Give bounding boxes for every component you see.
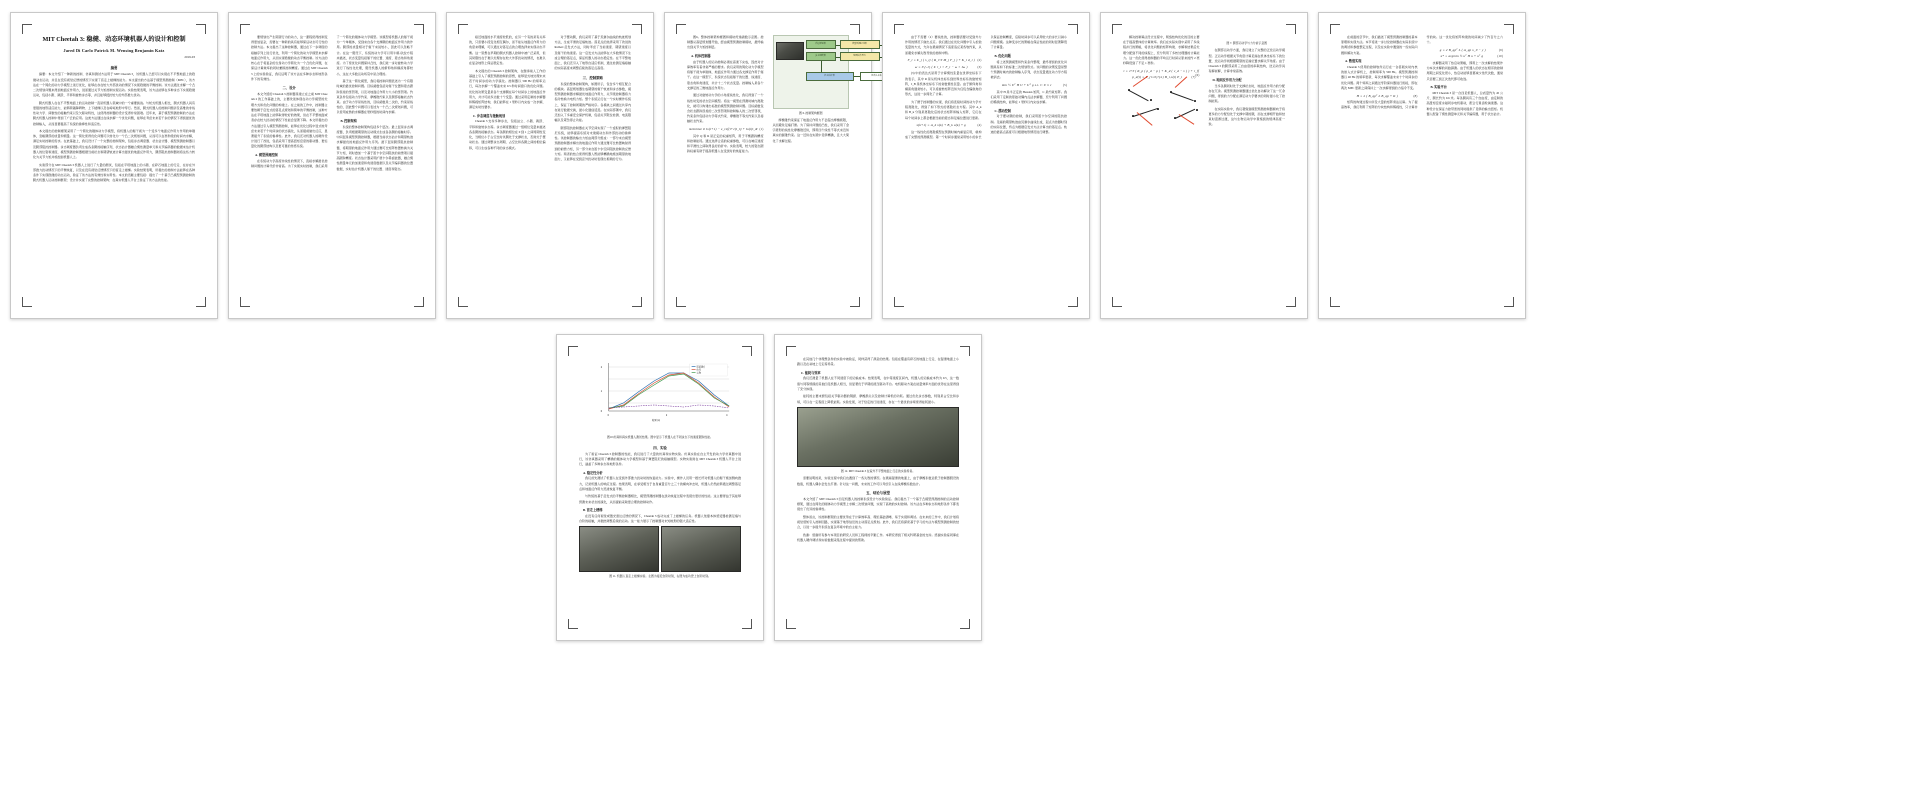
figure-caption: 图 7. 腿部运动学与力分析示意图 [1226,41,1268,46]
page-thumbnail-1[interactable] [10,12,218,319]
svg-text:4: 4 [726,413,728,418]
crop-mark [1504,24,1514,34]
crop-mark [458,297,468,307]
subsection-heading: C. 步态调度与接触规划 [473,113,506,118]
subsection-heading: A. 稳定性分析 [583,470,603,475]
svg-text:期望速度: 期望速度 [696,366,706,369]
paragraph: 要规划出产生期望行为的动力，这一课程使得控制变得更加复杂，需要在一种新的具有能够保证动态可行性的控制方法。本文提出了这种控制器，通过在下一步调度的接触序列上进行优化，利用一个简化的动力学模型来求解地面反作用力，从而实现稳健的动态平衡控制。该方法的核心在于将复杂的全身动力学简化为一个凸优化问题，在保证计算效率的同时兼顾控制精度。通过在 MIT Cheetah 3 上的实验验证，我们证明了该方法在多种步态和地形条件下的有效性。 [251,35,328,81]
crop-mark [22,297,32,307]
crop-mark [676,24,686,34]
paragraph: 在没有任何视觉或激光雷达反馈的情况下，Cheetah 3 成功完成了上楼梯的任务。机器人依靠本体感受器检测足端与台阶的接触，并据此调整后续的运动。这一能力展示了控制器对未知地形的强大适应性。 [579,513,741,524]
figure-outdoor-photo [797,407,959,467]
paragraph: 这一线性化的离散模型在预测时域内重复应用，就构成了完整的预测模型。第一个时间步通常采用较小的步长以保证控制精度，后续时间步可以采用较大的步长以减小问题规模。这种变步长的策略在保证性能的同时显著降低了计算量。 [905,35,1067,139]
paragraph: 接近地面的水平速度较低的，在另一个有的是有关率的，只需要小段变化相互偶尔，而不能从地面反作用力的角度来理解，可以通过对落足点的合理选择来实现动态平衡。这一思想在早期的腿式机器人控制中被广泛采用，但其局限性在于难以处理存在较大外部扰动的情况，也难以在复杂地形上保证稳定性。 [469,35,546,66]
paragraph: 在实际实验中，我们观察到模型预测控制器倾向于将更多的力分配给处于支撑中期的腿，而在支撑相开始和结束时逐渐过渡，这与生物运动学中观察到的规律高度一致。 [1208,106,1285,127]
paragraph: 系统的整体控制架构，如图所示，包含多个相互配合的模块。高层规划器生成期望的躯干轨迹和步态参数，模型预测控制器求解最优地面反作用力，关节级控制器将力指令转换为电机力矩。整个系统运行在一个实时操作系统上，保证了控制周期的严格时序。各模块之间通过共享内存进行数据交换，最小化通信延迟。在实际部署中，我们还加入了多重安全保护机制，包括关节限位检测、电流限幅以及紧急停止功能。 [554,81,631,123]
experiment-photo-left [579,526,659,572]
crop-mark [632,24,642,34]
subsection-heading: C. 摆动控制 [994,108,1011,113]
crop-mark [850,297,860,307]
paragraph: 在前面的章节中，我们描述了模型预测控制器的基本原理和实现方法。本节将进一步讨论控制器在实际系统中的调试和参数整定过程，以及在实验中遇到的一些实际问题和解决方案。 [1341,35,1418,55]
equation-number: (8) [1413,93,1418,98]
crop-mark [742,619,752,629]
crop-mark [1112,24,1122,34]
crop-mark [458,24,468,34]
crop-mark [850,24,860,34]
subsection-heading: B. 盲走上楼梯 [583,508,603,513]
diagram-box: 步态调度器 [806,52,836,61]
crop-mark [196,24,206,34]
crop-mark [1504,297,1514,307]
date: 2019-03 [184,55,195,60]
paragraph: 实验部分在 MIT Cheetah 3 机器人上进行了大量的测试，包括在平坦地面上的小跑、在碎石地面上的行走、在存在外部推力扰动情况下的平衡恢复，以及在没有视觉反馈情况下的盲走上楼梯。实验结果表明，所提出的控制方法能够在各种条件下实现稳健的动态运动，验证了该方法的有效性和实用性。本文的贡献主要包括：提出了一个基于凸模型预测控制的腿式机器人运动控制框架；设计并实现了完整的控制架构；在真实机器人平台上验证了该方法的性能。 [33,162,195,183]
equation [905,58,982,62]
crop-mark [742,346,752,356]
equation-number: (6) [1195,72,1200,77]
svg-text:2: 2 [600,365,603,370]
paragraph: 将上述预测模型和约束条件整理，最终得到的优化问题具有如下的标准二次规划形式。该问题的决策变量是整个预测时域内的控制输入序列，状态变量通过动力学方程被消去。 [990,59,1067,80]
paragraph: 致谢：感谢所有参与本项目的研究人员和工程师的辛勤工作。本研究得到了相关科研基金的支持。感谢实验室同事在机器人硬件调试和实验数据采集过程中提供的帮助。 [797,532,959,542]
subsection-heading: C. 能耗与效率 [801,370,821,375]
subsection-heading: B. 控制架构 [340,119,357,124]
crop-mark [1286,24,1296,34]
paragraph: 系统的整体控制架构包括多个层次。最上层是步态调度器，负责根据期望的运动模式生成各条腿的接触时序。中间层是模型预测控制器，根据当前状态估计和期望轨迹求解最优的地面反作用力序列。最下层是腿部阻抗控制器，将期望的地面反作用力通过雅可比矩阵转置转换为关节力矩，同时叠加一个基于笛卡尔空间阻抗的前馈项以提高跟踪精度。状态估计器采用扩展卡尔曼滤波器，融合惯性测量单元的加速度和角速度数据以及关节编码器的位置数据，实时估计机器人躯干的位置、速度和姿态。 [336,124,413,171]
paragraph: 为了便于控制器的实现，我们将连续时间的动力学方程离散化，得到了如下形式的离散状态方程。其中 A_k 和 B_k 分别是离散化后的状态矩阵和输入矩阵，它们在每个时间步上都会根据当前的姿态和足端位置进行更新。 [905,99,982,120]
equation-body: x(k+1) = A_k x(k) + B_k u(k) + g [916,123,966,128]
figure-caption: 图10.仿真和真实机器人测试结果。图中显示了机器人在不同步态下的速度跟踪性能。 [607,434,713,439]
paragraph: 能耗的主要来源包括关节驱动器的铜损、摩擦损失以及控制计算机的功耗。通过优化步态参数，特别是占空比和步频，可以在一定程度上降低能耗。实验发现，对于给定的行进速度，存在一个最优的步频使得能耗最小。 [797,394,959,404]
paragraph: 其中 Q 和 R 是正定的权重矩阵，用于平衡跟踪精度和控制能耗。通过选择合适的权重参数，可以在响应速度和平滑性之间取得良好的折中。实验表明，较大的姿态跟踪权重有助于提高机器人在受扰时的恢复能力。 [687,133,764,154]
crop-mark [414,297,424,307]
equation-number: (7) [1191,75,1196,80]
paragraph: 对于摆动腿，我们采用了基于贝塞尔曲线的轨迹规划方法，生成平滑的足端轨迹。落足点的选择采用了改进的 Raibert 启发式方法，同时考虑了当前速度、期望速度以及躯干的角速度。这一启发式方法能够在大多数情况下生成合理的落足点，保证机器人的动态稳定性。在不平整地面上，我们还引入了地形自适应机制，通过检测足端接触的实际高度来调整后续的落足点高度。 [554,35,631,71]
crop-mark [568,619,578,629]
crop-mark [568,346,578,356]
paragraph: 在其他几个非理想条件的实验中被验证，同样获得了满意的结果。包括在覆盖有碎石的地面上行走、在湿滑地面上小跑以及在斜坡上行走等场景。 [797,357,959,367]
crop-mark [1330,24,1340,34]
paragraph: 由于不需要（2）要线性的，控制器需要对受到外力作用的情况下做出反应。我们通过在优化问题中引入松弛变量的方式，允许在极端情况下适度违反某些软约束，从而避免求解失败导致的控制中断。 [905,35,982,55]
svg-text:0: 0 [607,413,609,418]
page-thumbnail-7[interactable] [1318,12,1526,319]
page-title: MIT Cheetah 3: 稳健、动态环境机器人的设计和控制 [42,36,186,43]
paragraph: 摩擦锥约束保证了地面反作用力不会超出摩擦极限，从而避免足端打滑。为了保持问题的凸性，我们采用了金字塔形的线性化摩擦锥近似，即用四个线性不等式来近似真实的圆锥约束。这一近似在实践中足够精确，且大大简化了求解过程。 [772,117,849,143]
crop-mark [786,346,796,356]
paragraph: 腿式机器人在在不平整地面上的运动控制一直是机器人领域中的一个重要挑战。与轮式机器人相比，腿式机器人具有更强的地形适应能力，能够跨越障碍物、上下楼梯以及在崎岖地形中穿行。然而，腿式机器人的控制问题涉及高维的非线性动力学、间歇性的接触约束以及欠驱动特性，这使得控制器的设计变得非常困难。近年来，基于模型预测控制的方法在腿式机器人控制中得到了广泛的应用。这类方法通过在线求解一个优化问题，能够在考虑未来若干步的情况下得到最优的控制输入，从而显著提高了系统的鲁棒性和适应性。 [33,100,195,126]
equation-number: (10) [1497,54,1503,59]
equation-body: minimize Σ ‖x(i+1) − x_ref(i+1)‖_Q + ‖u(i)‖_R [689,127,758,132]
page-thumbnail-6[interactable] [1100,12,1308,319]
equation-number: (4) [977,123,982,128]
subsection-heading: D. 地面反作用力分配 [1212,78,1242,83]
equation-number: (3) [977,64,982,69]
authors: Jared Di Carlo Patrick M. Wensing Benjamin Katz [63,48,165,54]
section-heading: 摘要 [110,66,118,71]
page-thumbnail-2[interactable] [228,12,436,319]
diagram-box: 机器人本体 [860,72,894,81]
equation-body: F_i = Σ_j ( λ_ij ( R_i^T M_j F_j ) + K_i d_i ) [907,58,975,63]
equation [1341,94,1418,98]
subsection-heading: A. 机体控制器 [691,54,711,59]
crop-mark [632,297,642,307]
paragraph: 摘要：本文介绍了一种新的控制、仿真和测试方法用于 MIT Cheetah 3，该机器人已经可以实现在不平整地面上的稳健动态运动，并且在没有视觉反馈的情况下实现了盲走上楼梯的能力。本文提出的方法基于模型预测控制（MPC），该方法在一个简化的动力学模型上进行优化，能够在存在较大外部扰动的情况下实现稳健的平衡控制。该方法通过求解一个凸二次规划问题来得到地面反作用力，进而通过关节力矩控制实现运动。实验结果表明，该方法能够在多种步态下实现稳健运动，包括小跑、跳跃、平移和旋转步态等，并且能够抵抗较大的外部推力扰动。 [33,72,195,98]
paragraph: 其中 H 是半正定的 Hessian 矩阵，C 是约束矩阵。我们采用了定制的原始对偶内点法求解器，充分利用了问题的稀疏结构，能够在 1 毫秒以内完成求解。 [990,89,1067,105]
svg-text:0: 0 [600,409,603,414]
equation-body: u* = argmin ½ uᵀ H u + uᵀ g [1440,54,1484,59]
paragraph: 本文提出的控制框架采用了一个简化的刚体动力学模型，将机器人的躯干视为一个受多个地面反作用力作用的单刚体，忽略腿部的质量和惯量。这一简化使得优化问题可以转化为一个凸二次规划问题，从而可以在毫秒级的时间内求解，满足实时控制的需求。在此基础上，我们设计了一个完整的控制架构，包括步态调度器、状态估计器、模型预测控制器以及腿部阻抗控制器。步态调度器负责生成各条腿的接触序列，状态估计器融合惯性测量单元和关节编码器的数据来估计机器人的位姿和速度，模型预测控制器根据当前状态和期望轨迹计算出最优的地面反作用力，腿部阻抗控制器则将这些力转化为关节力矩并施加到机器人上。 [33,129,195,160]
equation-body: ω̇ = I^{-1} ( Σ r_i × F_i − ω × Iω ) [914,64,968,69]
crop-mark [960,619,970,629]
paragraph: 解决控制算法设计过程中，网络结构优化的目的主要在于提高整体的计算效率。我们在实际实现中采用了多线程并行的策略，将优化问题的矩阵构建、求解和结果后处理分配到不同的线程上，充分利用了多核处理器的计算能力。这一优化使得控制器的平均运行时间从原来的约 2 毫秒降低到了不足 1 毫秒。 [1123,35,1200,66]
figure-photo-pair [579,526,741,572]
paragraph: 与传统的基于启发式的平衡控制器相比，模型预测控制器在扰动恢复过程中表现出更好的性能。这主要得益于其能够预测未来状态的演化，从而提前采取更合理的控制动作。 [579,494,741,504]
page-thumbnail-3[interactable] [446,12,654,319]
equation [905,65,982,69]
paragraph: 在系统动力学高度非线性的情况下，直接求解最优控制问题的计算代价非常高。为了实现实时控制，我们采用了一个简化的刚体动力学模型。该模型将机器人的躯干视为一个单刚体，受到来自各个支撑腿的地面反作用力的作用。腿部的质量相对于躯干来说较小，因此可以忽略不计。在这一假设下，系统的动力学可以用牛顿-欧拉方程来描述，状态变量包括躯干的位置、速度、姿态角和角速度。为了使优化问题保持凸性，我们进一步对旋转动力学进行了线性化处理，假设机器人的俯仰角和横滚角都较小，这在大多数运动场景中是合理的。 [251,35,413,168]
figure-caption: 图 12. MIT Cheetah 3 在室外不平整地面上行走的实验场景。 [840,469,916,474]
diagram-box: 高层规划器 [806,40,836,49]
chart-svg [579,359,741,433]
page-thumbnail-5[interactable] [882,12,1090,319]
paragraph: 本文介绍的 Cheetah 3 控制器是建立在之前 MIT Cheetah 2 的工作基础上的，主要改进体现在动力学模型的处理方式和优化问题的构建上。在之前的工作中，控制器主要依赖于启发式的落足点规划和简单的平衡控制，这种方法在平坦地面上能够取得较好的效果，但在不平整地面或者存在较大扰动的情况下性能会显著下降。本文所提出的方法通过引入模型预测控制，能够在优化过程中显式地考虑未来若干个时间步的状态演化，从而提前做出反应，显著提升了系统的鲁棒性。此外，我们还对机器人的硬件设计进行了改进，包括采用了更高扭矩密度的驱动器、更轻量化的腿部结构以及更可靠的传感系统。 [251,92,328,149]
crop-mark [22,24,32,34]
equation [905,123,982,127]
paragraph: MIT Cheetah 3 是一台四足机器人，总质量约为 45 公斤，腿长约为 0.6 米。每条腿具有三个自由度，由定制的高扭矩密度永磁同步电机驱动，配合行星齿轮减速器。这种设计在保证力控带宽的同时提供了足够的输出扭矩。机器人配备了惯性测量单元和关节编码器，用于状态估计。 [1426,90,1503,116]
paragraph: 基于这一简化模型，我们将控制问题表述为一个有限时域的最优控制问题。目标函数包括对躯干位置和姿态跟踪误差的惩罚项，以及对地面反作用力大小的惩罚项。约束条件包括动力学约束、摩擦锥约束以及腿部接触状态约束。由于动力学是线性的，目标函数是二次的，约束是线性的，因此整个问题可以表述为一个凸二次规划问题，可以使用成熟的求解器在毫秒级的时间内求解。 [336,79,413,115]
crop-mark [1068,297,1078,307]
subsection-heading: A. 模型预测控制 [255,153,278,158]
equation-body: τ = J^T ( K_p ( p_d − p ) + K_d ( v_d − v ) ) + τ_ff [1123,68,1200,73]
crop-mark [1286,297,1296,307]
crop-mark [240,24,250,34]
section-heading: 五、结论与展望 [866,490,890,495]
diagram-box: 地面反作用力 [840,52,880,61]
equation [991,83,1068,87]
figure-block-diagram [773,35,882,109]
page-thumbnail-4[interactable] [664,12,882,319]
paragraph: (3) 中的表达式是用于计算惯性张量在世界坐标系下的表示，其中 R 是从机体坐标系到世界坐标系的旋转矩阵，I_B 是机体坐标系下的常数惯性张量。由于俯仰角和横滚角通常较小，可以将旋转矩阵近似为仅包含偏航角的形式，这进一步简化了计算。 [905,71,982,97]
equation [1427,54,1504,58]
paragraph: 我们首先测试了机器人在受到外部推力扰动时的恢复能力。实验中，操作人员用一根长杆对机器人的躯干施加侧向推力，记录机器人的响应过程。结果表明，在承受相当于自身重量百分之三十的横向冲击时，机器人仍然能够通过调整落足点和地面反作用力迅速恢复平衡。 [579,476,741,491]
crop-mark [894,297,904,307]
paragraph: Cheetah 3 使用的控制软件运行在一台搭载实时内核的嵌入式计算机上，控制频率为 500 Hz。模型预测控制器以 40 Hz 的频率更新，每次求解覆盖未来十个时间步的优化问题。两个频率之间通过零阶保持器进行衔接，即在两次 MPC 更新之间保持上一次求解得到的力指令不变。 [1341,64,1418,90]
subsection-heading: B. 实验平台 [1430,85,1447,90]
crop-mark [1068,24,1078,34]
paragraph: 求解器采用了热启动策略，即用上一次求解的结果作为本次求解的初始猜测。由于机器人的状态在相邻的控制周期之间变化很小，热启动能够显著减少迭代次数，通常只需要三到五次迭代即可收敛。 [1426,60,1503,81]
equation-body: H = 2 ( B_qpᵀ L B_qp + K ) [1356,93,1398,98]
diagram-box: 状态估计器 [806,72,854,81]
equation-number: (1) [759,127,764,132]
paragraph: 由于机器人的运动控制必须在高速下完成，因此对计算效率有着非常严格的要求。我们采用的简化动力学模型将躯干视为单刚体，地面反作用力通过各支撑足作用于躯干。在这一模型下，系统状态包括躯干的位置、线速度、姿态角和角速度，共计十二个状态变量。控制输入是各个支撑足的三维地面反作用力。 [687,59,764,90]
subsection-heading: A. 数值实现 [1345,59,1362,64]
equation-body: p_d(t) = Σ_{i=0}^{n} B_i,n(t) P_i [1132,75,1183,80]
paragraph: 图6。整体控制架构框图和模块传递函数示意图。控制器从高层规划器开始，经由模型预测控制模块，最终输出到关节力矩控制层。 [687,35,764,50]
svg-text:实物: 实物 [696,372,701,375]
crop-mark [894,24,904,34]
equation [1123,72,1200,80]
svg-text:时间 (s): 时间 (s) [651,418,661,423]
figure-caption: 图 11. 机器人盲走上楼梯实验。左图为接近台阶时刻，右图为成功登上台阶时刻。 [609,574,711,579]
section-heading: 四、实验 [653,445,667,450]
paragraph: 矩阵的构建过程中涉及大量的矩阵乘法运算。为了提高效率，我们利用了矩阵的分块结构和稀疏性，只计算非零的块。这一优化将矩阵构建的时间减少了约百分之六十。 [1341,35,1503,110]
paragraph: 需要说明的是，实验过程中我们也遇到了一些失败的情况。在极端湿滑的地面上，由于摩擦系数远低于控制器假设的数值，机器人偶尔会发生打滑。针对这一问题，未来的工作可以考虑引入在线摩擦系数估计。 [797,476,959,486]
crop-mark [1112,297,1122,307]
crop-mark [414,24,424,34]
paragraph: 通过对旋转动力学的小角度线性化，我们得到了一个线性时变的状态空间模型。将这一模型在预测时域内离散化，就可以构建出标准的模型预测控制问题。目标函数包含状态跟踪误差的二次惩罚项和控制输入的二次惩罚项，约束条件包括动力学等式约束、摩擦锥不等式约束以及接触状态约束。 [687,93,764,124]
equation-number: (2) [977,58,982,63]
figure-results-chart [579,359,741,433]
experiment-photo-right [661,526,741,572]
paragraph: 整体而言，该控制框架的主要优势在于计算效率高、理论基础清晰、易于实现和调试。在未来的工作中，我们计划将视觉感知引入控制回路，实现基于地形信息的主动落足点规划。此外，我们还将探索基于学习的方法与模型预测控制的结合，以进一步提升系统在复杂环境中的自主能力。 [797,514,959,530]
equation [1427,48,1504,52]
equation-body: g = 2 B_qpᵀ L ( A_qp x_0 − y ) [1439,47,1486,52]
crop-mark [1330,297,1340,307]
svg-text:2: 2 [665,413,668,418]
page-thumbnail-8[interactable] [556,334,764,641]
diagram-box: 模型预测控制器 [840,40,880,49]
paragraph: 对于摆动腿的控制，我们采用笛卡尔空间的阻抗控制。足端的期望轨迹由贝塞尔曲线生成，起点为抬脚时刻的实际位置，终点为根据启发式方法计算出的落足点。轨迹的最高点高度可以根据地形情况进行调整。 [990,114,1067,135]
figure-caption: 图 6. 控制架构框图 [799,110,823,115]
crop-mark [676,297,686,307]
section-heading: 二、设计 [282,86,297,91]
equation-number: (9) [1499,47,1503,52]
paragraph: 为了验证 Cheetah 3 控制器的性能，我们进行了大量的仿真和实物实验。仿真实验在自主开发的动力学仿真器中进行，该仿真器采用了精确的刚体动力学模型和基于弹簧阻尼的接触模型。实物实验则在 MIT Cheetah 3 机器人平台上进行，涵盖了多种步态和地形条件。 [579,451,741,467]
paragraph: Cheetah 3 支持多种步态，包括站立、小跑、跳跃、平移和旋转步态等。步态调度器通过一组相位变量来描述各条腿的接触状态。每条腿的相位在 0 到 1 之间周期性变化，当相位小于占空比时该腿处于支撑状态，否则处于摆动状态。通过调整步态周期、占空比和各腿之间的相位偏移，可以生成各种不同的步态模式。 [469,119,546,150]
crop-mark [960,346,970,356]
crop-mark [786,619,796,629]
equation [687,127,764,131]
svg-text:1: 1 [600,389,603,394]
paragraph: 我们还测量了机器人在不同速度下的运输成本。结果表明，在中等速度区间内，机器人的运输成本约为 0.5，这一数值与同等规模的其他四足机器人相当，但显著优于早期的液压驱动平台。电机驱动方案在能量效率方面的优势在这里得到了充分体现。 [797,376,959,391]
paragraph: 腿部阻抗控制器在关节空间实现了一个虚拟的弹簧阻尼系统，能够提高系统对未建模动态和外部扰动的鲁棒性。该控制器的输出力矩由两部分组成：一部分来自模型预测控制器求解出的地面反作用力通过雅可比转置映射得到的前馈力矩，另一部分来自笛卡尔空间阻抗控制的反馈力矩。两者的结合使得机器人既能够精确地施加期望的地面力，又能够在受到意外扰动时表现出柔顺的行为。 [554,125,631,162]
paragraph: 在腿部运动学方面，我们建立了完整的正逆运动学模型。正运动学根据关节角度计算足端在机体坐标系下的位置，逆运动学则根据期望的足端位置求解关节角度。由于 Cheetah 3 的腿部采用三自由度的串联结构，逆运动学具有解析解，计算非常高效。 [1208,48,1285,74]
paragraph: 本文介绍了 MIT Cheetah 3 四足机器人的控制系统设计与实验验证。我们提出了一个基于凸模型预测控制的运动控制框架，通过在简化的刚体动力学模型上求解二次规划问题，实现了高效的实时控制。该方法在多种步态和地形条件下都表现出了优异的鲁棒性。 [797,496,959,512]
robot-leg-photo [776,42,804,60]
equation [1123,68,1200,77]
crop-mark [240,297,250,307]
subsection-heading: B. 优化问题 [994,54,1011,59]
equation-body: min ½ Uᵀ H U + Uᵀ g s.t. C U ≤ c [1001,83,1052,88]
crop-mark [196,297,206,307]
section-heading: 三、控制策略 [582,75,603,80]
paragraph: 当多条腿同时处于支撑状态时，地面反作用力的分配存在冗余。模型预测控制器通过优化自动解决了这一冗余问题，得到的力分配在满足动力学要求的同时最小化了控制能耗。 [1208,83,1285,104]
paragraph: 本文提出的 Cheetah 3 控制架构，在继承前人工作的基础上引入了模型预测控制的思想，能够显式地处理未来若干时间步的动力学演化。控制器以 500 Hz 的频率运行，每次求解一个覆盖未来 0.5 秒时间窗口的优化问题。优化的决策变量是各个支撑腿在每个时间步上的地面反作用力，共计可能多达数十个变量。通过采用定制的求解器和稀疏矩阵结构，我们能够在 1 毫秒以内完成一次求解，满足实时性要求。 [469,68,546,110]
page-thumbnail-9[interactable] [774,334,982,641]
equation-number: (5) [1063,83,1067,88]
svg-text:仿真: 仿真 [696,369,701,372]
